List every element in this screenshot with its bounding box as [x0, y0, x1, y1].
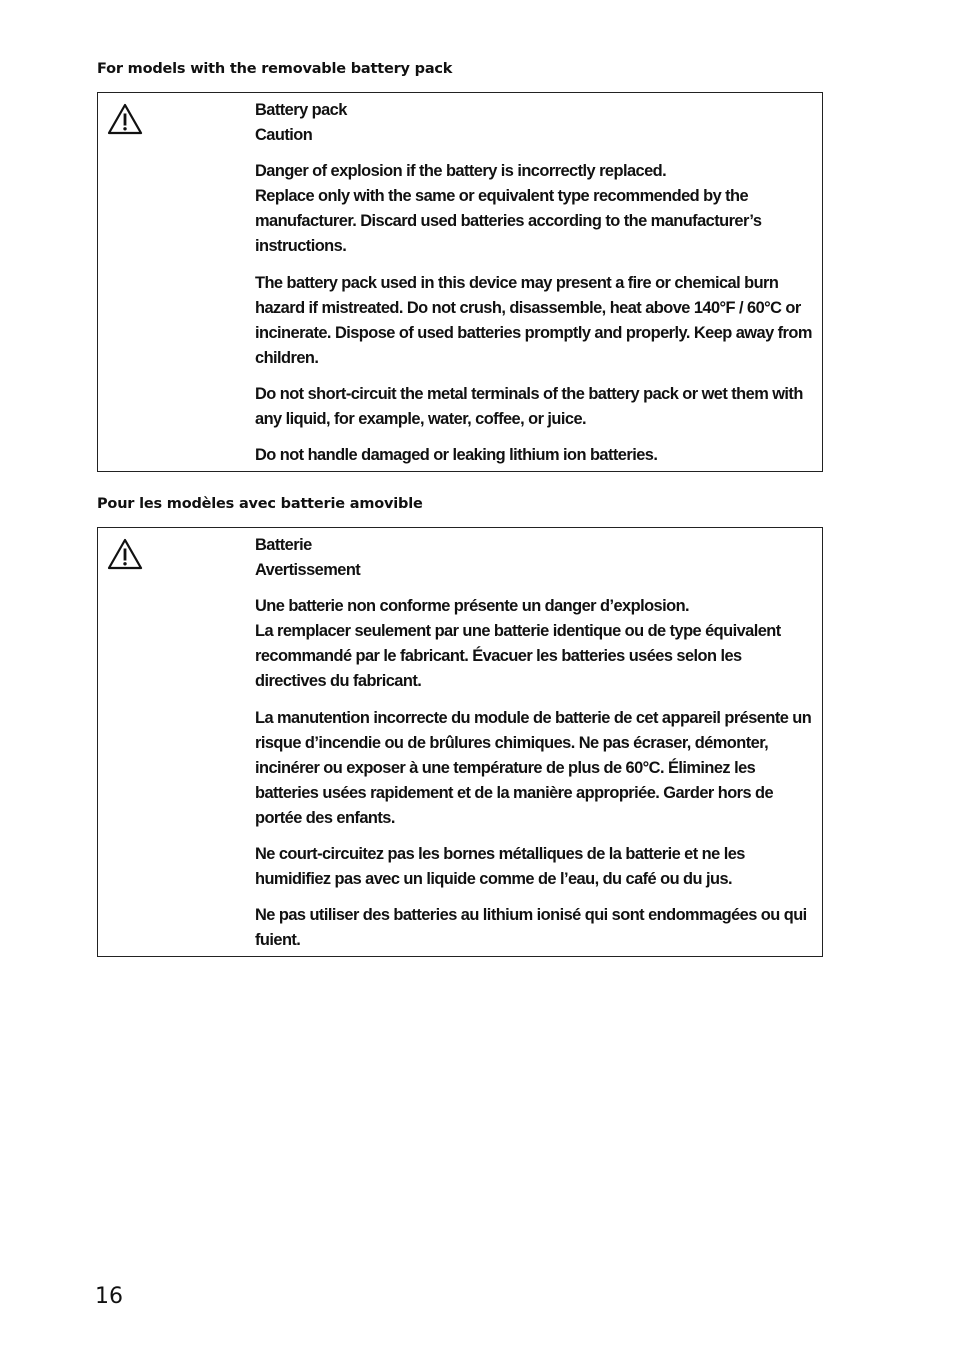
warning-text-english	[255, 98, 816, 468]
warning-paragraph	[255, 159, 816, 259]
warning-paragraph-line: Une batterie non conforme présente un danger d’explosion.	[255, 597, 690, 616]
warning-paragraph-line: Danger of explosion if the battery is incorrectly replaced.	[255, 162, 667, 181]
warning-paragraph: La manutention incorrecte du module de batterie de cet appareil présente un risque d’incendie ou de brûlures chimiques. Ne pas écraser, démonter, incinérer ou exposer à une température de plus de 60°C. Éliminez les batteries usées rapidement et de la manière appropriée. Garder hors de portée des enfants.	[255, 708, 812, 827]
warning-paragraph-line: Replace only with the same or equivalent type recommended by the manufacturer. Discard used batteries according to the manufacturer’s instructions.	[255, 187, 762, 256]
warning-paragraph-line: La remplacer seulement par une batterie identique ou de type équivalent recommandé par le fabricant. Évacuer les batteries usées selon les directives du fabricant.	[255, 622, 781, 691]
warning-title: Batterie	[255, 536, 312, 554]
page-number: 16	[95, 1284, 123, 1309]
warning-box-french	[97, 527, 823, 957]
warning-paragraph: The battery pack used in this device may present a fire or chemical burn hazard if mistreated. Do not crush, disassemble, heat above 140°F / 60°C or incinerate. Dispose of used batteries promptly and properly. Keep away from children.	[255, 273, 812, 367]
warning-paragraph	[255, 594, 816, 694]
warning-title: Battery pack	[255, 101, 347, 119]
warning-paragraph: Do not short-circuit the metal terminals of the battery pack or wet them with any liquid, for example, water, coffee, or juice.	[255, 384, 803, 429]
warning-paragraph: Ne pas utiliser des batteries au lithium ionisé qui sont endommagées ou qui fuient.	[255, 906, 807, 950]
warning-triangle-icon	[107, 538, 143, 570]
warning-triangle-icon	[107, 103, 143, 135]
warning-text-french	[255, 533, 816, 953]
warning-box-english	[97, 92, 823, 472]
section-heading-french: Pour les modèles avec batterie amovible	[97, 496, 423, 512]
warning-paragraph: Ne court-circuitez pas les bornes métalliques de la batterie et ne les humidifiez pas avec un liquide comme de l’eau, du café ou du jus.	[255, 845, 745, 889]
warning-paragraph: Do not handle damaged or leaking lithium ion batteries.	[255, 446, 658, 465]
warning-subtitle: Caution	[255, 126, 313, 145]
warning-subtitle: Avertissement	[255, 561, 361, 580]
section-heading-english: For models with the removable battery pack	[97, 61, 453, 77]
